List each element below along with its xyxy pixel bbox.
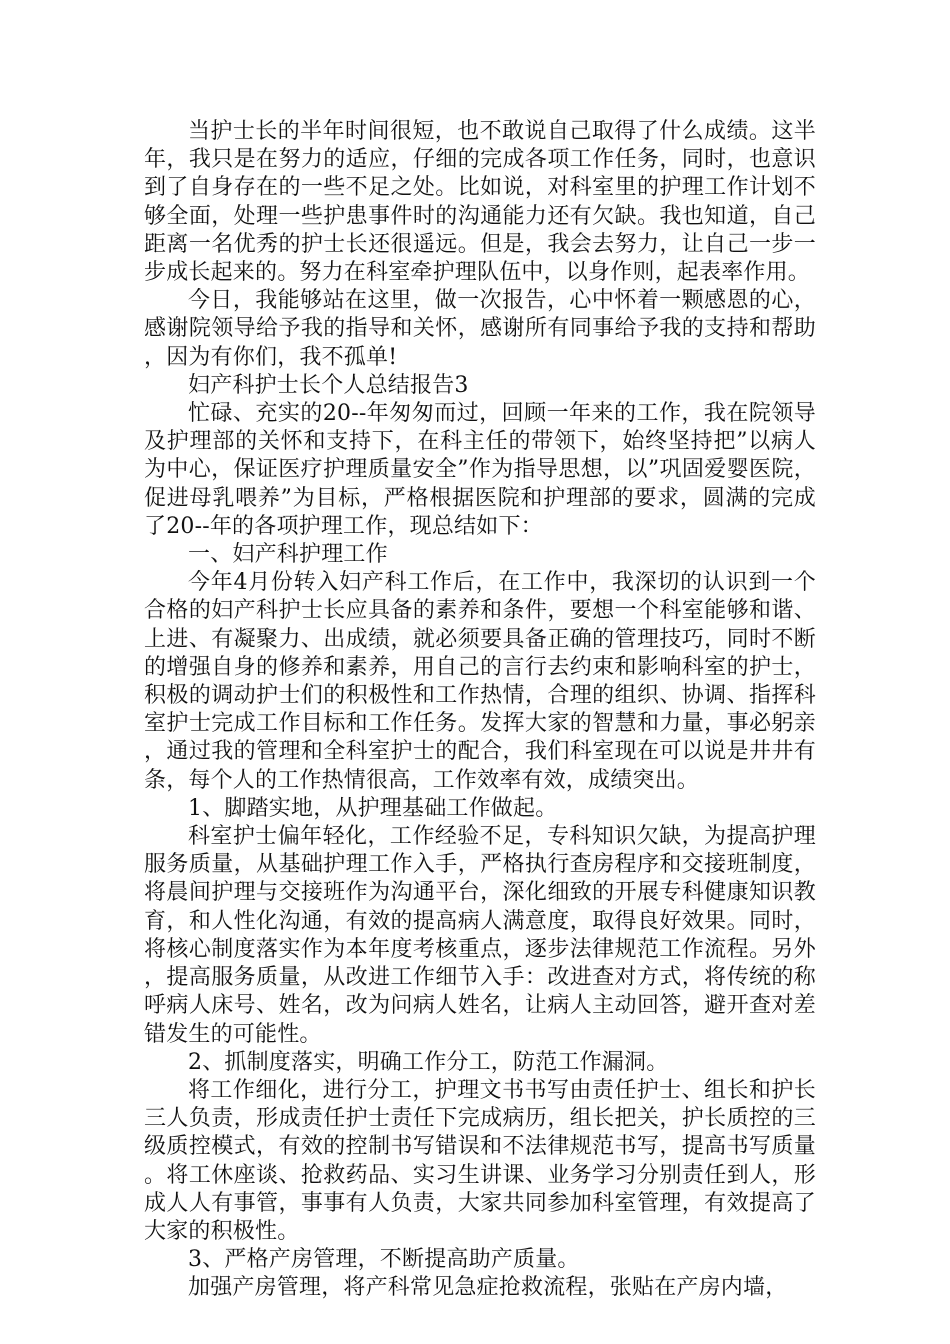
paragraph-section-1: 今年4月份转入妇产科工作后，在工作中，我深切的认识到一个合格的妇产科护士长应具备的素养和条件，要想一个科室能够和谐、上进、有凝聚力、出成绩，就必须要具备正确的管理技巧，同时不断的增强自身的修养和素养，用自己的言行去约束和影响科室的护士，积极的调动护士们的积极性和工作热情，合理的组织、协调、指挥科室护士完成工作目标和工作任务。发挥大家的智慧和力量，事必躬亲，通过我的管理和全科室护士的配合，我们科室现在可以说是井井有条，每个人的工作热情很高，工作效率有效，成绩突出。	[144, 570, 816, 793]
subsection-heading-1: 1、脚踏实地，从护理基础工作做起。	[188, 795, 558, 821]
document-body	[144, 118, 816, 1303]
paragraph-intro: 忙碌、充实的20--年匆匆而过，回顾一年来的工作，我在院领导及护理部的关怀和支持下，在科主任的带领下，始终坚持把”以病人为中心，保证医疗护理质量安全”作为指导思想，以”巩固爱婴医院，促进母乳喂养”为目标，严格根据医院和护理部的要求，圆满的完成了20--年的各项护理工作，现总结如下：	[144, 401, 816, 539]
subsection-heading-3: 3、严格产房管理，不断提高助产质量。	[188, 1247, 580, 1273]
report-title: 妇产科护士长个人总结报告3	[188, 372, 469, 398]
paragraph-reflection: 当护士长的半年时间很短，也不敢说自己取得了什么成绩。这半年，我只是在努力的适应，仔细的完成各项工作任务，同时，也意识到了自身存在的一些不足之处。比如说，对科室里的护理工作计划不够全面，处理一些护患事件时的沟通能力还有欠缺。我也知道，自己距离一名优秀的护士长还很遥远。但是，我会去努力，让自己一步一步成长起来的。努力在科室牵护理队伍中，以身作则，起表率作用。	[144, 119, 816, 286]
subsection-heading-2: 2、抓制度落实，明确工作分工，防范工作漏洞。	[188, 1049, 669, 1075]
paragraph-subsection-1: 科室护士偏年轻化，工作经验不足，专科知识欠缺，为提高护理服务质量，从基础护理工作入手，严格执行查房程序和交接班制度，将晨间护理与交接班作为沟通平台，深化细致的开展专科健康知识教育，和人性化沟通，有效的提高病人满意度，取得良好效果。同时，将核心制度落实作为本年度考核重点，逐步法律规范工作流程。另外，提高服务质量，从改进工作细节入手：改进查对方式，将传统的称呼病人床号、姓名，改为问病人姓名，让病人主动回答，避开查对差错发生的可能性。	[144, 824, 816, 1047]
section-heading-1: 一、妇产科护理工作	[188, 542, 388, 568]
paragraph-subsection-2: 将工作细化，进行分工，护理文书书写由责任护士、组长和护长三人负责，形成责任护士责任下完成病历，组长把关，护长质控的三级质控模式，有效的控制书写错误和不法律规范书写，提高书写质量。将工休座谈、抢救药品、实习生讲课、业务学习分别责任到人，形成人人有事管，事事有人负责，大家共同参加科室管理，有效提高了大家的积极性。	[144, 1077, 816, 1244]
paragraph-subsection-3: 加强产房管理，将产科常见急症抢救流程，张贴在产房内墙，	[188, 1275, 788, 1301]
paragraph-gratitude: 今日，我能够站在这里，做一次报告，心中怀着一颗感恩的心，感谢院领导给予我的指导和关怀，感谢所有同事给予我的支持和帮助，因为有你们，我不孤单!	[144, 288, 816, 370]
